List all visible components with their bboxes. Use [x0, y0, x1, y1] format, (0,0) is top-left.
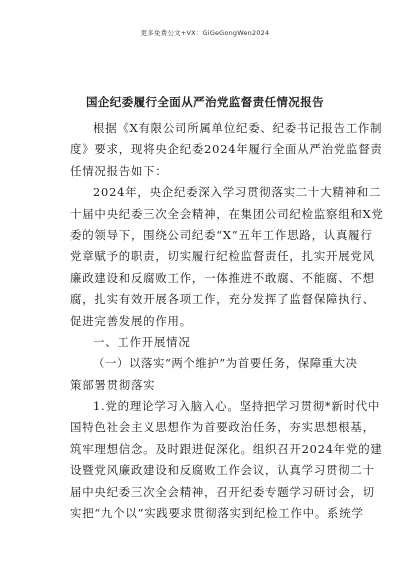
summary-line: 廉政建设和反腐败工作，一体推进不敢腐、不能腐、不想 — [70, 270, 375, 285]
summary-line: 促进完善发展的作用。 — [70, 313, 192, 328]
item-line: 筑牢理想信念。及时跟进促深化。组织召开2024年党的建 — [70, 441, 383, 456]
item-line: 国特色社会主义思想作为首要政治任务，夯实思想根基， — [70, 420, 375, 435]
item-line: 1.党的理论学习入脑入心。坚持把学习贯彻*新时代中 — [93, 399, 381, 414]
subsection-heading-line: 策部署贯彻落实 — [70, 377, 156, 392]
summary-line: 党章赋予的职责，切实履行纪检监督责任，扎实开展党风 — [70, 249, 375, 264]
summary-line: 2024年，央企纪委深入学习贯彻落实二十大精神和二 — [93, 185, 382, 200]
item-line: 设暨党风廉政建设和反腐败工作会议，认真学习贯彻二十 — [70, 463, 375, 478]
summary-line: 十届中央纪委三次全会精神，在集团公司纪检监察组和X党 — [70, 206, 384, 221]
subsection-heading-line: （一）以落实“两个维护”为首要任务，保障重大决 — [93, 356, 358, 371]
intro-line: 任情况报告如下： — [70, 163, 168, 178]
section-heading: 一、工作开展情况 — [93, 334, 191, 349]
intro-line: 根据《X有限公司所属单位纪委、纪委书记报告工作制 — [93, 121, 383, 135]
page-header: 更多免费公文+VX：GiGeGongWen2024 — [140, 29, 270, 37]
item-line: 实把“九个以”实践要求贯彻落实到纪检工作中。系统学 — [70, 506, 364, 521]
document-body — [70, 118, 384, 524]
summary-line: 腐，扎实有效开展各项工作，充分发挥了监督保障执行、 — [70, 292, 375, 307]
summary-line: 委的领导下，围绕公司纪委“X”五年工作思路，认真履行 — [70, 227, 373, 242]
item-line: 届中央纪委三次全会精神，召开纪委专题学习研讨会，切 — [70, 484, 375, 499]
intro-line: 度》要求，现将央企纪委2024年履行全面从严治党监督责 — [70, 142, 383, 157]
document-title: 国企纪委履行全面从严治党监督责任情况报告 — [86, 95, 324, 109]
